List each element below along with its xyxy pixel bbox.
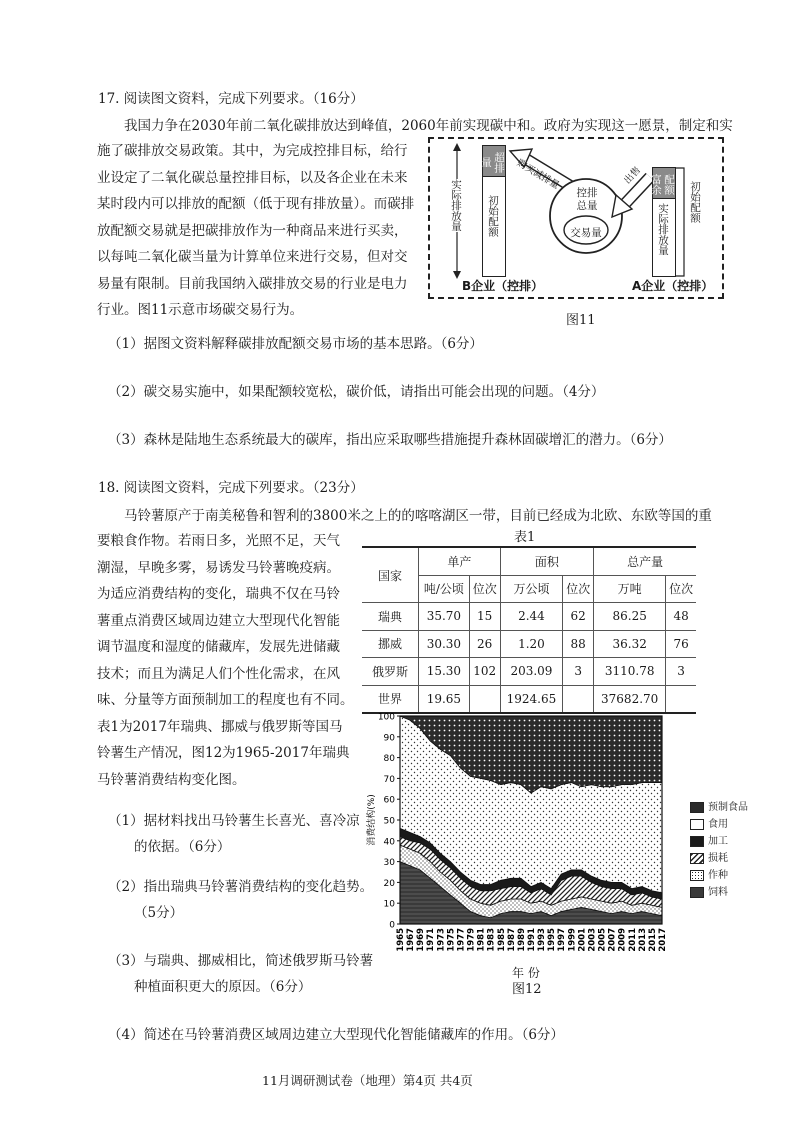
x-tick-label: 1975 [446,928,457,952]
x-tick-label: 1965 [396,928,406,952]
table-cell: 3 [666,658,696,686]
legend-label: 损耗 [708,853,728,864]
q17-line: 业设定了二氧化碳总量控排目标，以及各企业在未来 [97,169,408,186]
y-axis-title: 消费结构(%) [367,794,377,846]
y-tick-label: 80 [383,754,395,765]
page-footer: 11月调研测试卷（地理）第4页 共4页 [262,1073,473,1088]
y-tick-label: 50 [383,816,395,827]
b-excess-emission: 超排量 [482,145,506,177]
table-header-group: 面积 [500,547,594,575]
legend-swatch-processing [690,836,704,847]
q18-line: 调节温度和湿度的储藏库，发展先进储藏 [97,639,340,655]
x-tick-label: 2003 [587,928,598,952]
table-cell: 36.32 [594,630,666,658]
q17-line: 易量有限制。目前我国纳入碳排放交易的行业是电力 [97,275,408,292]
b-company-label: B企业（控排） [462,279,544,293]
table-header-unit: 位次 [563,575,594,603]
trade-volume-label: 交易量 [570,227,602,239]
table-cell: 3110.78 [594,658,666,686]
legend-swatch-feed [690,887,704,898]
table-header-group: 单产 [419,547,501,575]
q17-heading: 17. 阅读图文资料，完成下列要求。（16分） [98,91,364,107]
table-header-unit: 万吨 [594,575,666,603]
table-cell: 37682.70 [594,685,666,713]
q18-heading: 18. 阅读图文资料，完成下列要求。（23分） [98,480,364,496]
y-tick-label: 60 [383,795,395,806]
total-cap-label [572,187,602,213]
q18-sub1-line2: 的依据。（6分） [134,839,231,855]
legend-label: 作种 [708,870,728,881]
q17-sub2: （2）碳交易实施中，如果配额较宽松，碳价低，请指出可能会出现的问题。（4分） [108,384,605,400]
y-tick-label: 10 [383,899,395,910]
table-header-unit: 万公顷 [500,575,563,603]
figure-12-caption: 图12 [512,982,542,997]
buy-reduction-label: 购买减排量 [514,157,562,192]
x-tick-label: 1987 [506,928,517,952]
x-tick-label: 1981 [476,928,487,952]
q18-line: 为适应消费结构的变化，瑞典不仅在马铃 [97,586,340,602]
x-tick-label: 1985 [496,928,507,952]
table-cell: 62 [563,603,594,631]
table-cell: 世界 [362,685,419,713]
q18-sub1-line1: （1）据材料找出马铃薯生长喜光、喜冷凉 [108,813,360,829]
a-surplus-quota: 配额富余 [652,167,676,199]
x-tick-label: 1999 [567,928,578,952]
q18-sub2-line2: （5分） [134,905,184,921]
x-tick-label: 2001 [577,928,588,952]
q17-paragraph-first-line: 我国力争在2030年前二氧化碳排放达到峰值，2060年前实现碳中和。政府为实现这一愿景，制定和实 [124,118,733,134]
x-tick-label: 1973 [436,928,447,952]
table-cell: 19.65 [419,685,470,713]
table-cell: 3 [563,658,594,686]
x-tick-label: 1993 [537,928,548,952]
table-header-unit: 位次 [469,575,500,603]
q18-sub3-line2: 种植面积更大的原因。（6分） [134,979,312,995]
y-tick-label: 30 [383,858,395,869]
q18-sub2-line1: （2）指出瑞典马铃薯消费结构的变化趋势。 [108,879,374,895]
table-cell: 48 [666,603,696,631]
q18-line: 要粮食作物。若雨日多，光照不足，天气 [97,533,340,549]
table-cell: 102 [469,658,500,686]
q18-line: 技术；而且为满足人们个性化需求，在风 [97,665,340,682]
table-1-caption: 表1 [514,530,536,545]
q18-line: 薯重点消费区域周边建立大型现代化智能 [97,612,340,629]
legend-label: 食用 [708,819,728,830]
q18-paragraph [97,528,359,793]
y-tick-label: 90 [383,733,395,744]
a-company-label: A企业（控排） [632,279,714,293]
table-cell: 1.20 [500,630,563,658]
x-tick-label: 1995 [547,928,558,952]
y-tick-label: 70 [383,774,395,785]
q18-paragraph-first-line: 马铃薯原产于南美秘鲁和智利的3800米之上的的喀喀湖区一带，目前已经成为北欧、东欧等国的重 [124,508,712,524]
q18-line: 铃薯生产情况，图12为1965-2017年瑞典 [97,745,350,761]
x-tick-label: 2005 [597,928,608,952]
x-tick-label: 2011 [627,928,638,952]
q18-line: 表1为2017年瑞典、挪威与俄罗斯等国马 [97,718,343,735]
table-1-potato-production [362,546,696,714]
table-cell: 86.25 [594,603,666,631]
a-initial-quota-label: 初始配额 [689,181,701,223]
x-tick-label: 2015 [647,928,658,952]
table-cell: 35.70 [419,603,470,631]
table-cell: 瑞典 [362,603,419,631]
x-tick-label: 1967 [406,928,417,952]
figure-11-caption: 图11 [566,313,596,328]
legend-swatch-seed [690,870,704,881]
x-tick-label: 1991 [527,928,537,952]
table-cell: 俄罗斯 [362,658,419,686]
table-header-country: 国家 [362,547,419,603]
x-tick-label: 2007 [607,928,618,952]
table-header-unit: 吨/公顷 [419,575,470,603]
a-actual-emission-label: 实际排放量 [657,203,669,256]
table-cell: 1924.65 [500,685,563,713]
b-actual-emission-label: 实际排放量 [450,179,462,232]
x-tick-label: 1979 [466,928,477,952]
q17-line: 放配额交易就是把碳排放作为一种商品来进行买卖， [97,222,408,239]
table-cell: 88 [563,630,594,658]
x-tick-label: 2017 [658,928,668,952]
legend-swatch-loss [690,853,704,864]
x-tick-label: 1977 [456,928,467,952]
y-tick-label: 20 [383,878,395,889]
q18-sub3-line1: （3）与瑞典、挪威相比，简述俄罗斯马铃薯 [108,953,374,969]
a-initial-quota-bracket [676,167,690,279]
chart-x-axis-title: 年 份 [512,966,540,980]
legend-swatch-food [690,819,704,830]
legend-swatch-prefab [690,802,704,813]
x-tick-label: 1983 [486,928,497,952]
x-tick-label: 1997 [557,928,568,952]
table-cell: 76 [666,630,696,658]
q17-paragraph [97,138,427,324]
q17-line: 行业。图11示意市场碳交易行为。 [97,302,304,318]
figure-12-consumption-chart [362,708,688,966]
q18-line: 潮湿，早晚多雾，易诱发马铃薯晚疫病。 [97,559,340,576]
legend-label: 预制食品 [708,802,748,813]
table-cell: 2.44 [500,603,563,631]
table-cell: 挪威 [362,630,419,658]
y-tick-label: 100 [377,712,395,723]
b-initial-quota-label: 初始配额 [487,195,499,237]
x-tick-label: 1971 [426,928,437,952]
table-row [362,630,696,658]
table-cell: 15 [469,603,500,631]
q17-line: 某时段内可以排放的配额（低于现有排放量）。而碳排 [97,196,415,212]
q18-sub4: （4）简述在马铃薯消费区域周边建立大型现代化智能储藏库的作用。（6分） [108,1027,564,1043]
table-row [362,658,696,686]
x-tick-label: 2013 [637,928,648,952]
q17-line: 施了碳排放交易政策。其中，为完成控排目标，给行 [97,143,408,159]
table-header-unit: 位次 [666,575,696,603]
y-tick-label: 0 [389,920,395,931]
legend-label: 加工 [708,836,728,847]
figure-11-carbon-trading-diagram [428,137,724,299]
table-row [362,603,696,631]
q17-line: 以每吨二氧化碳当量为计算单位来进行交易，但对交 [97,249,408,265]
table-cell: 26 [469,630,500,658]
q18-line: 马铃薯消费结构变化图。 [97,771,246,788]
total-cap-text: 控排总量 [576,187,598,212]
table-header-group: 总产量 [594,547,696,575]
sell-label: 出售 [622,164,644,187]
q17-sub3: （3）森林是陆地生态系统最大的碳库，指出应采取哪些措施提升森林固碳增汇的潜力。（6分） [108,432,672,448]
x-tick-label: 1989 [516,928,527,952]
y-tick-label: 40 [383,837,395,848]
table-cell: 15.30 [419,658,470,686]
q17-sub1: （1）据图文资料解释碳排放配额交易市场的基本思路。（6分） [108,336,483,352]
legend-label: 饲料 [708,887,728,898]
table-cell: 30.30 [419,630,470,658]
x-tick-label: 1969 [416,928,427,952]
table-cell: 203.09 [500,658,563,686]
q18-line: 味、分量等方面预制加工的程度也有不同。 [97,692,354,708]
x-tick-label: 2009 [617,928,628,952]
